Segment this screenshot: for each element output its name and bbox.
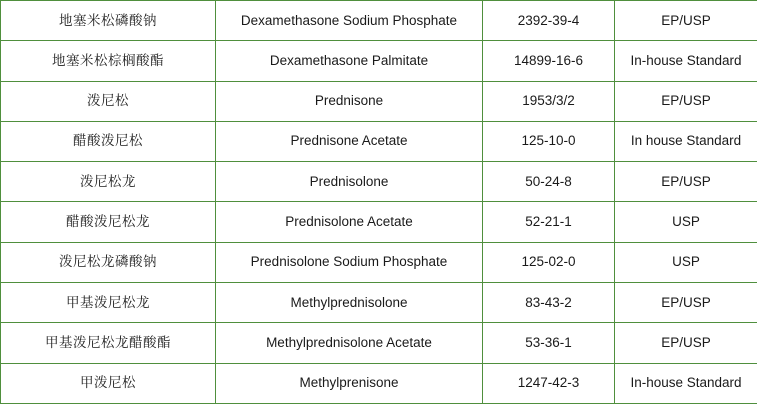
table-row xyxy=(1,202,757,242)
cell-english-name: Prednisolone Sodium Phosphate xyxy=(216,242,483,282)
cell-chinese-name: 泼尼松 xyxy=(1,81,216,121)
cell-standard: USP xyxy=(615,202,757,242)
cell-chinese-name: 甲泼尼松 xyxy=(1,363,216,403)
cell-standard: EP/USP xyxy=(615,323,757,363)
cell-standard: In house Standard xyxy=(615,121,757,161)
cell-english-name: Prednisone Acetate xyxy=(216,121,483,161)
cell-cas-number: 83-43-2 xyxy=(483,283,615,323)
cell-standard: EP/USP xyxy=(615,162,757,202)
cell-cas-number: 14899-16-6 xyxy=(483,41,615,81)
cell-english-name: Methylprenisone xyxy=(216,363,483,403)
cell-cas-number: 2392-39-4 xyxy=(483,1,615,41)
table-row xyxy=(1,283,757,323)
cell-cas-number: 125-02-0 xyxy=(483,242,615,282)
cell-standard: In-house Standard xyxy=(615,363,757,403)
cell-cas-number: 125-10-0 xyxy=(483,121,615,161)
cell-english-name: Dexamethasone Palmitate xyxy=(216,41,483,81)
table-row xyxy=(1,81,757,121)
cell-cas-number: 1953/3/2 xyxy=(483,81,615,121)
cell-chinese-name: 地塞米松磷酸钠 xyxy=(1,1,216,41)
table-row xyxy=(1,323,757,363)
cell-chinese-name: 醋酸泼尼松 xyxy=(1,121,216,161)
cell-cas-number: 52-21-1 xyxy=(483,202,615,242)
table-row xyxy=(1,41,757,81)
cell-chinese-name: 地塞米松棕榈酸酯 xyxy=(1,41,216,81)
cell-standard: EP/USP xyxy=(615,1,757,41)
cell-english-name: Prednisolone Acetate xyxy=(216,202,483,242)
cell-english-name: Prednisone xyxy=(216,81,483,121)
table-row xyxy=(1,363,757,403)
table-row xyxy=(1,162,757,202)
cell-chinese-name: 泼尼松龙磷酸钠 xyxy=(1,242,216,282)
cell-standard: EP/USP xyxy=(615,283,757,323)
table-row xyxy=(1,242,757,282)
cell-standard: USP xyxy=(615,242,757,282)
cell-cas-number: 53-36-1 xyxy=(483,323,615,363)
cell-english-name: Dexamethasone Sodium Phosphate xyxy=(216,1,483,41)
table-body xyxy=(1,1,757,404)
cell-standard: In-house Standard xyxy=(615,41,757,81)
table-row xyxy=(1,1,757,41)
cell-chinese-name: 醋酸泼尼松龙 xyxy=(1,202,216,242)
cell-chinese-name: 甲基泼尼松龙 xyxy=(1,283,216,323)
cell-cas-number: 1247-42-3 xyxy=(483,363,615,403)
cell-chinese-name: 泼尼松龙 xyxy=(1,162,216,202)
cell-english-name: Methylprednisolone xyxy=(216,283,483,323)
cell-standard: EP/USP xyxy=(615,81,757,121)
cell-chinese-name: 甲基泼尼松龙醋酸酯 xyxy=(1,323,216,363)
cell-cas-number: 50-24-8 xyxy=(483,162,615,202)
table-row xyxy=(1,121,757,161)
cell-english-name: Methylprednisolone Acetate xyxy=(216,323,483,363)
cell-english-name: Prednisolone xyxy=(216,162,483,202)
